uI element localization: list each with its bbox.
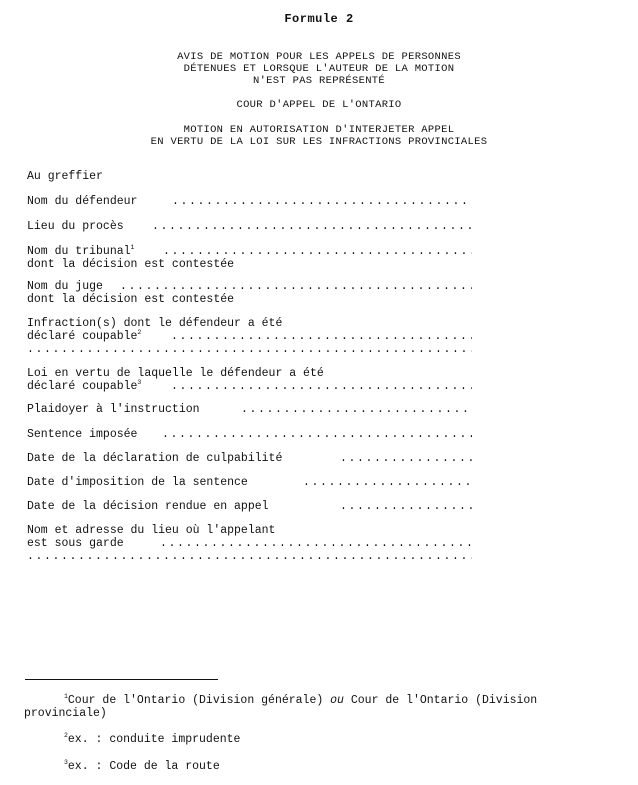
trial-place-label: Lieu du procès — [27, 220, 124, 233]
judge-name-fill-line[interactable] — [120, 280, 472, 293]
statute-fill-line[interactable] — [171, 380, 472, 393]
offences-fill-line[interactable] — [171, 330, 472, 343]
conviction-date-label: Date de la déclaration de culpabilité — [27, 452, 283, 465]
custody-fill-line[interactable] — [160, 537, 472, 550]
statute-label-line-2: déclaré coupable$^3$ — [27, 379, 142, 393]
offences-fill-line-2[interactable] — [27, 343, 472, 356]
court-name-label: Nom du tribunal$^1$ — [27, 244, 135, 258]
addressee-label: Au greffier — [27, 170, 103, 183]
sentence-date-fill-line[interactable] — [303, 476, 472, 489]
footnote-separator — [25, 679, 218, 680]
footnote-1-line-2: provinciale) — [24, 707, 107, 720]
judge-name-label: Nom du juge — [27, 280, 103, 293]
statute-label: Loi en vertu de laquelle le défendeur a été — [27, 367, 324, 380]
footnote-2: $^2$ex. : conduite imprudente — [64, 732, 241, 746]
court-name-fill-line[interactable] — [163, 245, 472, 258]
footnote-ref-1: 1 — [130, 244, 135, 251]
trial-place-fill-line[interactable] — [152, 220, 472, 233]
motion-heading-line-2: EN VERTU DE LA LOI SUR LES INFRACTIONS PROVINCIALES — [150, 136, 488, 148]
plea-fill-line[interactable] — [241, 403, 472, 416]
defendant-name-fill-line[interactable] — [172, 195, 472, 208]
sentence-date-label: Date d'imposition de la sentence — [27, 476, 248, 489]
footnote-3: $^3$ex. : Code de la route — [64, 759, 220, 773]
offences-label: Infraction(s) dont le défendeur a été — [27, 317, 283, 330]
notice-heading-line-1: AVIS DE MOTION POUR LES APPELS DE PERSONNES — [177, 51, 461, 63]
motion-heading-line-1: MOTION EN AUTORISATION D'INTERJETER APPEL — [183, 124, 455, 136]
court-heading: COUR D'APPEL DE L'ONTARIO — [236, 99, 402, 111]
sentence-label: Sentence imposée — [27, 428, 138, 441]
custody-label: Nom et adresse du lieu où l'appelant — [27, 524, 276, 537]
appeal-decision-date-label: Date de la décision rendue en appel — [27, 500, 269, 513]
form-title: Formule 2 — [284, 12, 354, 26]
footnote-ref-3: 3 — [137, 379, 142, 386]
footnote-1: $^1$Cour de l'Ontario (Division générale) ou Cour de l'Ontario (Division — [64, 693, 538, 707]
appeal-decision-date-fill-line[interactable] — [340, 500, 472, 513]
custody-fill-line-2[interactable] — [27, 550, 472, 563]
notice-heading-line-2: DÉTENUES ET LORSQUE L'AUTEUR DE LA MOTION — [183, 63, 455, 75]
custody-label-line-2: est sous garde — [27, 537, 124, 550]
conviction-date-fill-line[interactable] — [340, 452, 472, 465]
judge-name-label-line-2: dont la décision est contestée — [27, 293, 235, 306]
offences-label-line-2: déclaré coupable$^2$ — [27, 329, 142, 343]
notice-heading-line-3: N'EST PAS REPRÉSENTÉ — [252, 75, 386, 87]
footnote-ref-2: 2 — [137, 329, 142, 336]
defendant-name-label: Nom du défendeur — [27, 195, 138, 208]
plea-label: Plaidoyer à l'instruction — [27, 403, 200, 416]
sentence-fill-line[interactable] — [162, 428, 472, 441]
court-name-label-line-2: dont la décision est contestée — [27, 258, 235, 271]
